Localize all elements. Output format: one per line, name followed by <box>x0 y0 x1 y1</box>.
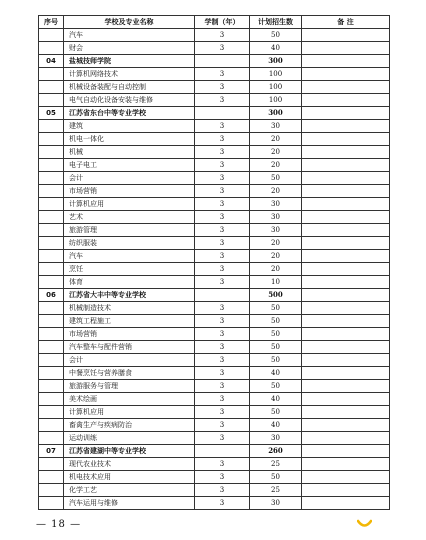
plan-count: 50 <box>250 471 302 484</box>
row-serial <box>39 341 64 354</box>
plan-count: 50 <box>250 354 302 367</box>
remarks <box>302 211 390 224</box>
remarks <box>302 263 390 276</box>
remarks <box>302 237 390 250</box>
plan-count: 40 <box>250 42 302 55</box>
row-serial <box>39 198 64 211</box>
row-serial <box>39 159 64 172</box>
remarks <box>302 185 390 198</box>
remarks <box>302 458 390 471</box>
remarks <box>302 380 390 393</box>
row-serial <box>39 263 64 276</box>
plan-count: 100 <box>250 81 302 94</box>
remarks <box>302 367 390 380</box>
row-serial <box>39 471 64 484</box>
row-serial <box>39 211 64 224</box>
major-name: 机电一体化 <box>64 133 195 146</box>
major-row <box>39 133 390 146</box>
remarks <box>302 484 390 497</box>
major-name: 汽车 <box>64 29 195 42</box>
row-serial: 05 <box>39 107 64 120</box>
major-name: 体育 <box>64 276 195 289</box>
row-serial <box>39 315 64 328</box>
major-row <box>39 497 390 510</box>
page-number: — 18 — <box>36 519 82 530</box>
plan-count: 10 <box>250 276 302 289</box>
major-row <box>39 185 390 198</box>
duration-years: 3 <box>195 354 250 367</box>
major-row <box>39 367 390 380</box>
plan-count: 50 <box>250 341 302 354</box>
major-row <box>39 42 390 55</box>
row-serial <box>39 120 64 133</box>
remarks <box>302 354 390 367</box>
duration-years: 3 <box>195 211 250 224</box>
plan-count: 40 <box>250 393 302 406</box>
duration-years: 3 <box>195 419 250 432</box>
remarks <box>302 302 390 315</box>
duration-years: 3 <box>195 159 250 172</box>
major-name: 机械 <box>64 146 195 159</box>
major-row <box>39 94 390 107</box>
remarks <box>302 276 390 289</box>
plan-count: 300 <box>250 55 302 68</box>
major-row <box>39 198 390 211</box>
major-row <box>39 302 390 315</box>
major-row <box>39 484 390 497</box>
duration-years: 3 <box>195 81 250 94</box>
major-name: 计算机应用 <box>64 198 195 211</box>
major-name: 计算机网络技术 <box>64 68 195 81</box>
duration-years <box>195 289 250 302</box>
plan-count: 30 <box>250 120 302 133</box>
plan-count: 40 <box>250 419 302 432</box>
remarks <box>302 68 390 81</box>
duration-years: 3 <box>195 406 250 419</box>
major-row <box>39 224 390 237</box>
duration-years: 3 <box>195 133 250 146</box>
major-name: 计算机应用 <box>64 406 195 419</box>
duration-years: 3 <box>195 198 250 211</box>
major-row <box>39 393 390 406</box>
remarks <box>302 497 390 510</box>
remarks <box>302 146 390 159</box>
major-row <box>39 237 390 250</box>
school-row <box>39 55 390 68</box>
row-serial <box>39 393 64 406</box>
major-row <box>39 263 390 276</box>
plan-count: 30 <box>250 224 302 237</box>
school-name: 江苏省大丰中等专业学校 <box>64 289 195 302</box>
remarks <box>302 42 390 55</box>
plan-count: 20 <box>250 263 302 276</box>
row-serial <box>39 250 64 263</box>
major-row <box>39 432 390 445</box>
major-row <box>39 341 390 354</box>
major-row <box>39 458 390 471</box>
major-name: 化学工艺 <box>64 484 195 497</box>
row-serial <box>39 484 64 497</box>
remarks <box>302 198 390 211</box>
duration-years: 3 <box>195 94 250 107</box>
major-name: 汽车 <box>64 250 195 263</box>
remarks <box>302 328 390 341</box>
row-serial <box>39 133 64 146</box>
major-row <box>39 380 390 393</box>
major-row <box>39 68 390 81</box>
duration-years <box>195 445 250 458</box>
plan-count: 25 <box>250 458 302 471</box>
remarks <box>302 81 390 94</box>
school-row <box>39 107 390 120</box>
remarks <box>302 133 390 146</box>
header-plan-count: 计划招生数 <box>250 16 302 29</box>
major-row <box>39 276 390 289</box>
major-row <box>39 354 390 367</box>
row-serial <box>39 419 64 432</box>
row-serial <box>39 354 64 367</box>
plan-count: 300 <box>250 107 302 120</box>
remarks <box>302 341 390 354</box>
major-name: 建筑工程施工 <box>64 315 195 328</box>
school-name: 盐城技师学院 <box>64 55 195 68</box>
remarks <box>302 224 390 237</box>
major-row <box>39 120 390 133</box>
duration-years: 3 <box>195 172 250 185</box>
duration-years: 3 <box>195 185 250 198</box>
plan-count: 25 <box>250 484 302 497</box>
remarks <box>302 445 390 458</box>
duration-years <box>195 55 250 68</box>
duration-years <box>195 107 250 120</box>
major-row <box>39 328 390 341</box>
remarks <box>302 29 390 42</box>
duration-years: 3 <box>195 315 250 328</box>
row-serial <box>39 68 64 81</box>
plan-count: 20 <box>250 159 302 172</box>
row-serial <box>39 172 64 185</box>
major-row <box>39 146 390 159</box>
plan-count: 50 <box>250 29 302 42</box>
row-serial: 06 <box>39 289 64 302</box>
duration-years: 3 <box>195 68 250 81</box>
header-serial: 序号 <box>39 16 64 29</box>
remarks <box>302 172 390 185</box>
row-serial <box>39 94 64 107</box>
major-row <box>39 29 390 42</box>
duration-years: 3 <box>195 237 250 250</box>
school-row <box>39 289 390 302</box>
row-serial <box>39 185 64 198</box>
major-name: 纺织服装 <box>64 237 195 250</box>
plan-count: 20 <box>250 133 302 146</box>
duration-years: 3 <box>195 120 250 133</box>
remarks <box>302 159 390 172</box>
remarks <box>302 289 390 302</box>
row-serial <box>39 380 64 393</box>
school-name: 江苏省东台中等专业学校 <box>64 107 195 120</box>
plan-count: 30 <box>250 198 302 211</box>
major-name: 机械设备装配与自动控制 <box>64 81 195 94</box>
major-name: 运动训练 <box>64 432 195 445</box>
row-serial <box>39 29 64 42</box>
major-name: 畜禽生产与疾病防治 <box>64 419 195 432</box>
row-serial <box>39 302 64 315</box>
plan-count: 50 <box>250 406 302 419</box>
remarks <box>302 406 390 419</box>
plan-count: 20 <box>250 185 302 198</box>
remarks <box>302 107 390 120</box>
duration-years: 3 <box>195 276 250 289</box>
duration-years: 3 <box>195 484 250 497</box>
row-serial <box>39 406 64 419</box>
remarks <box>302 250 390 263</box>
plan-count: 50 <box>250 302 302 315</box>
duration-years: 3 <box>195 250 250 263</box>
duration-years: 3 <box>195 328 250 341</box>
duration-years: 3 <box>195 471 250 484</box>
plan-count: 50 <box>250 172 302 185</box>
row-serial <box>39 497 64 510</box>
remarks <box>302 55 390 68</box>
duration-years: 3 <box>195 380 250 393</box>
row-serial <box>39 146 64 159</box>
duration-years: 3 <box>195 458 250 471</box>
duration-years: 3 <box>195 497 250 510</box>
major-name: 现代农业技术 <box>64 458 195 471</box>
remarks <box>302 393 390 406</box>
plan-count: 100 <box>250 68 302 81</box>
row-serial <box>39 432 64 445</box>
plan-count: 20 <box>250 237 302 250</box>
row-serial <box>39 367 64 380</box>
major-name: 电子电工 <box>64 159 195 172</box>
row-serial <box>39 224 64 237</box>
major-name: 美术绘画 <box>64 393 195 406</box>
major-name: 旅游服务与管理 <box>64 380 195 393</box>
major-row <box>39 172 390 185</box>
plan-count: 20 <box>250 146 302 159</box>
duration-years: 3 <box>195 341 250 354</box>
major-name: 会计 <box>64 354 195 367</box>
school-row <box>39 445 390 458</box>
duration-years: 3 <box>195 42 250 55</box>
major-row <box>39 419 390 432</box>
duration-years: 3 <box>195 367 250 380</box>
duration-years: 3 <box>195 224 250 237</box>
major-name: 汽车整车与配件营销 <box>64 341 195 354</box>
major-row <box>39 471 390 484</box>
plan-count: 30 <box>250 497 302 510</box>
major-name: 市场营销 <box>64 185 195 198</box>
header-school-major: 学校及专业名称 <box>64 16 195 29</box>
duration-years: 3 <box>195 302 250 315</box>
remarks <box>302 432 390 445</box>
row-serial: 04 <box>39 55 64 68</box>
duration-years: 3 <box>195 393 250 406</box>
plan-count: 20 <box>250 250 302 263</box>
major-row <box>39 159 390 172</box>
major-row <box>39 250 390 263</box>
plan-count: 260 <box>250 445 302 458</box>
major-name: 电气自动化设备安装与维修 <box>64 94 195 107</box>
major-name: 艺术 <box>64 211 195 224</box>
plan-count: 500 <box>250 289 302 302</box>
remarks <box>302 315 390 328</box>
major-name: 机械制造技术 <box>64 302 195 315</box>
header-years: 学制（年） <box>195 16 250 29</box>
major-row <box>39 406 390 419</box>
duration-years: 3 <box>195 263 250 276</box>
logo-icon <box>357 519 372 529</box>
major-name: 建筑 <box>64 120 195 133</box>
row-serial <box>39 42 64 55</box>
row-serial <box>39 328 64 341</box>
row-serial <box>39 81 64 94</box>
plan-count: 40 <box>250 367 302 380</box>
major-row <box>39 211 390 224</box>
major-name: 机电技术应用 <box>64 471 195 484</box>
major-name: 烹饪 <box>64 263 195 276</box>
plan-count: 50 <box>250 328 302 341</box>
row-serial: 07 <box>39 445 64 458</box>
major-name: 市场营销 <box>64 328 195 341</box>
remarks <box>302 471 390 484</box>
enrollment-plan-table <box>38 15 390 510</box>
major-name: 财会 <box>64 42 195 55</box>
remarks <box>302 94 390 107</box>
plan-count: 50 <box>250 315 302 328</box>
header-remarks: 备 注 <box>302 16 390 29</box>
remarks <box>302 419 390 432</box>
table-header-row <box>39 16 390 29</box>
plan-count: 100 <box>250 94 302 107</box>
major-name: 旅游管理 <box>64 224 195 237</box>
plan-count: 30 <box>250 211 302 224</box>
plan-count: 30 <box>250 432 302 445</box>
row-serial <box>39 458 64 471</box>
row-serial <box>39 237 64 250</box>
major-row <box>39 81 390 94</box>
duration-years: 3 <box>195 146 250 159</box>
major-name: 会计 <box>64 172 195 185</box>
duration-years: 3 <box>195 432 250 445</box>
row-serial <box>39 276 64 289</box>
major-name: 中餐烹饪与营养膳食 <box>64 367 195 380</box>
major-row <box>39 315 390 328</box>
plan-count: 50 <box>250 380 302 393</box>
school-name: 江苏省建湖中等专业学校 <box>64 445 195 458</box>
major-name: 汽车运用与维修 <box>64 497 195 510</box>
remarks <box>302 120 390 133</box>
duration-years: 3 <box>195 29 250 42</box>
